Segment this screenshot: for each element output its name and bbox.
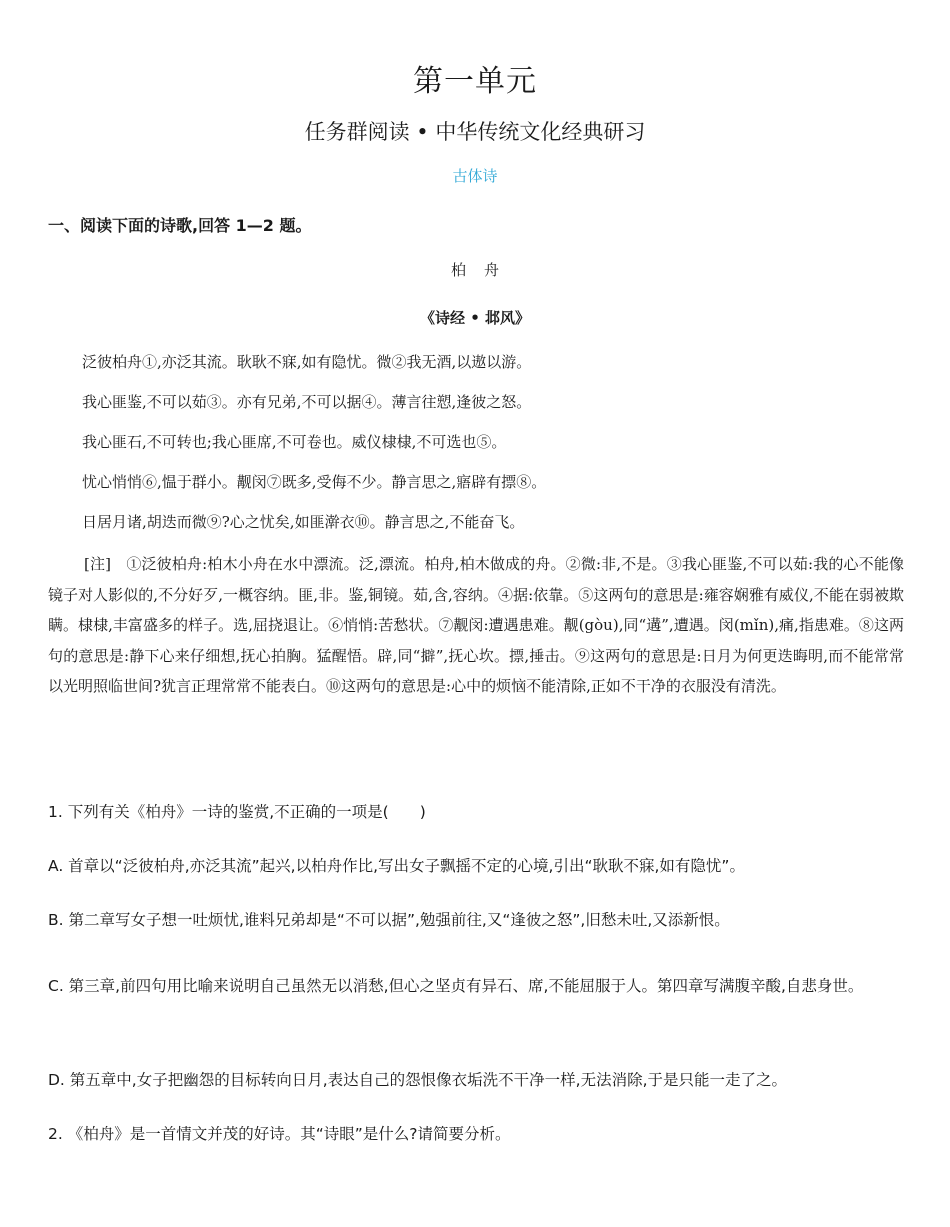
poem-line: 忧心悄悄⑥,愠于群小。觏闵⑦既多,受侮不少。静言思之,寤辟有摽⑧。 bbox=[82, 473, 547, 491]
question-1-option-d[interactable]: D. 第五章中,女子把幽怨的目标转向日月,表达自己的怨恨像衣垢洗不干净一样,无法消除,于是只能一走了之。 bbox=[48, 1071, 788, 1089]
page-subtitle: 任务群阅读 • 中华传统文化经典研习 bbox=[304, 120, 646, 144]
poem-notes bbox=[48, 549, 904, 702]
question-1-option-c[interactable]: C. 第三章,前四句用比喻来说明自己虽然无以消愁,但心之坚贞有异石、席,不能屈服于人。第四章写满腹辛酸,自悲身世。 bbox=[48, 977, 864, 995]
question-1-stem: 1. 下列有关《柏舟》一诗的鉴赏,不正确的一项是( ) bbox=[48, 803, 426, 821]
poem-line: 我心匪鉴,不可以茹③。亦有兄弟,不可以据④。薄言往愬,逢彼之怒。 bbox=[82, 393, 532, 411]
question-1-option-b[interactable]: B. 第二章写女子想一吐烦忧,谁料兄弟却是“不可以据”,勉强前往,又“逢彼之怒”,旧愁未吐,又添新恨。 bbox=[48, 911, 730, 929]
unit-title: 第一单元 bbox=[413, 64, 537, 99]
notes-text: [注] ①泛彼柏舟:柏木小舟在水中漂流。泛,漂流。柏舟,柏木做成的舟。②微:非,不是。③我心匪鉴,不可以茹:我的心不能像镜子对人影似的,不分好歹,一概容纳。匪,非。鉴,铜镜。茹,含,容纳。④据:依靠。⑤这两句的意思是:雍容娴雅有威仪,不能在弱被欺瞒。棣棣,丰富盛多的样子。选,屈挠退让。⑥悄悄:苦愁状。⑦觏闵:遭遇患难。觏(gòu),同“遘”,遭遇。闵(mǐn),痛,指患难。⑧这两句的意思是:静下心来仔细想,抚心拍胸。猛醒悟。辟,同“擗”,抚心坎。摽,捶击。⑨这两句的意思是:日月为何更迭晦明,而不能常常以光明照临世间?犹言正理常常不能表白。⑩这两句的意思是:心中的烦恼不能清除,正如不干净的衣服没有清洗。 bbox=[48, 555, 904, 695]
poem-body bbox=[82, 349, 922, 549]
poem-source: 《诗经 • 邶风》 bbox=[419, 309, 531, 327]
poem-title: 柏舟 bbox=[450, 261, 517, 279]
poem-line: 我心匪石,不可转也;我心匪席,不可卷也。威仪棣棣,不可选也⑤。 bbox=[82, 433, 507, 451]
section-instruction: 一、阅读下面的诗歌,回答 1—2 题。 bbox=[48, 216, 312, 235]
genre-tag: 古体诗 bbox=[452, 167, 498, 185]
question-1-option-a[interactable]: A. 首章以“泛彼柏舟,亦泛其流”起兴,以柏舟作比,写出女子飘摇不定的心境,引出“耿耿不寐,如有隐忧”。 bbox=[48, 857, 745, 875]
question-2-stem: 2. 《柏舟》是一首情文并茂的好诗。其“诗眼”是什么?请简要分析。 bbox=[48, 1125, 511, 1143]
poem-line: 日居月诸,胡迭而微⑨?心之忧矣,如匪澣衣⑩。静言思之,不能奋飞。 bbox=[82, 513, 525, 531]
poem-line: 泛彼柏舟①,亦泛其流。耿耿不寐,如有隐忧。微②我无酒,以遨以游。 bbox=[82, 353, 532, 371]
